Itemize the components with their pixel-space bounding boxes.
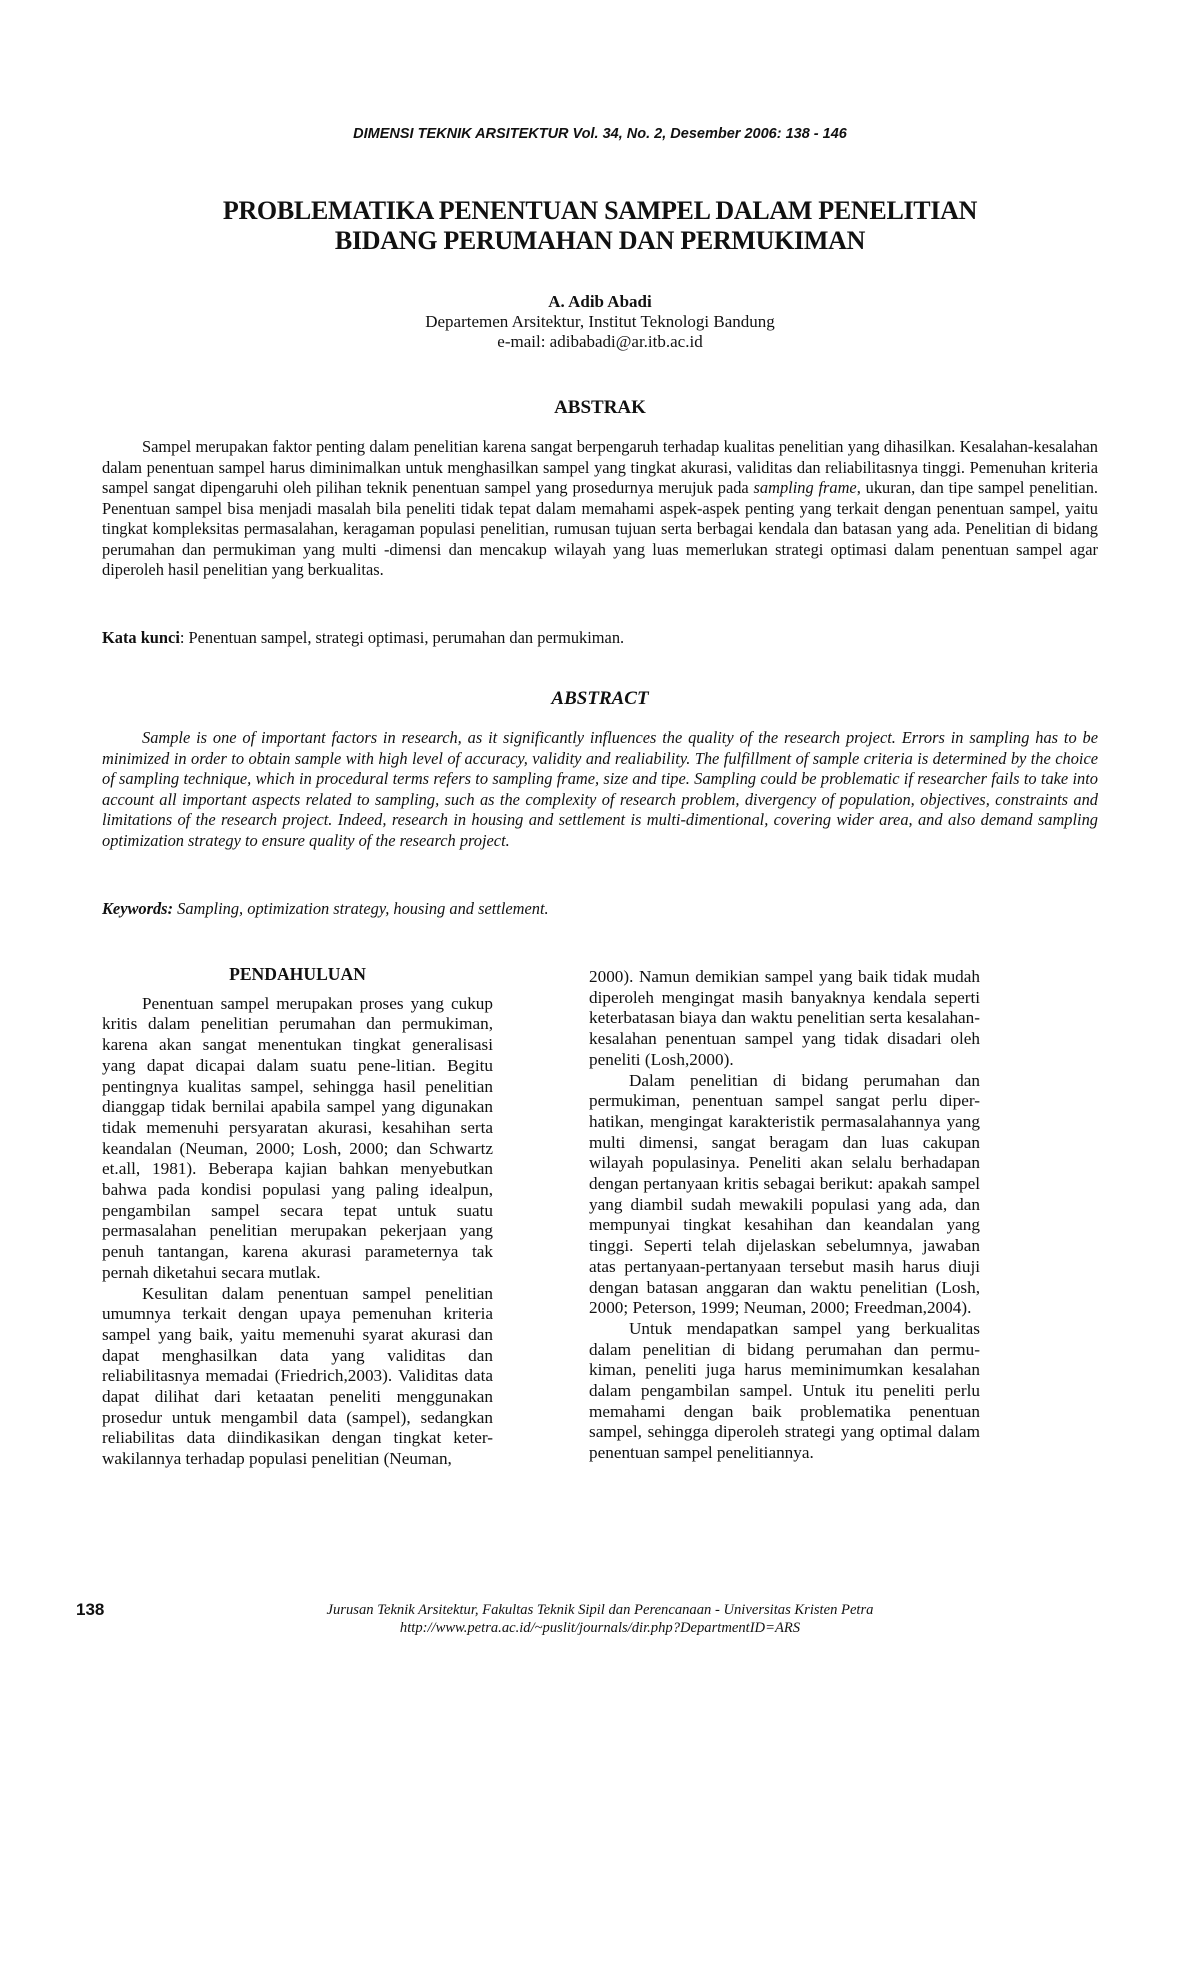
footer-url: http://www.petra.ac.id/~puslit/journals/dir.php?DepartmentID=ARS — [399, 1620, 801, 1636]
paper-title — [100, 196, 1100, 256]
abstrak-body — [102, 437, 1098, 581]
section-heading: PENDAHULUAN — [229, 964, 366, 984]
abstrak-text-part: Sampel merupakan faktor penting dalam penelitian karena sangat berpengaruh terhadap kualitas penelitian yang dihasilkan. Kesalahan-kesalahan dalam penentuan sampel harus diminimalkan untuk menghasilkan sampel yang tingkat akurasi, validitas dan reliabilitasnya tinggi. Pemenuhan kriteria sampel sangat dipengaruhi oleh pilihan teknik penentuan sampel yang prosedurnya merujuk pada — [102, 437, 1098, 497]
keywords-label: Keywords: — [102, 899, 174, 918]
abstract-heading: ABSTRACT — [551, 688, 649, 709]
kata-kunci — [102, 628, 1098, 648]
abstrak-italic-term: sampling frame — [753, 478, 857, 497]
left-column — [102, 964, 493, 1470]
kata-kunci-text: : Penentuan sampel, strategi optimasi, perumahan dan permukiman. — [179, 628, 625, 647]
page-number: 138 — [76, 1600, 105, 1619]
right-column — [589, 967, 980, 1464]
body-paragraph: Penentuan sampel merupakan proses yang cukup kritis dalam penelitian perumahan dan permukiman, karena akan sangat menentukan tingkat generalisasi yang dapat dicapai dalam suatu pene-litian. Begitu pentingnya kualitas sampel, sehingga hasil penelitian dianggap tidak bernilai apabila sampel yang digunakan tidak memenuhi persyaratan akurasi, kesahihan serta keandalan (Neuman, 2000; Losh, 2000; dan Schwartz et.all, 1981). Beberapa kajian bahkan menyebutkan bahwa pada kondisi populasi yang paling idealpun, pengambilan sampel secara tepat untuk suatu permasalahan penelitian merupakan pekerjaan yang penuh tantangan, karena akurasi parameternya tak pernah diketahui secara mutlak. — [102, 993, 493, 1282]
abstrak-text-part: , ukuran, dan tipe sampel penelitian. Penentuan sampel bisa menjadi masalah bila peneliti tidak tepat dalam memahami aspek-aspek penting yang terkait dengan penentuan sampel, yaitu tingkat kompleksitas permasalahan, keragaman populasi penelitian, rumusan tujuan serta berbagai kendala dan batasan yang ada. Penelitian di bidang perumahan dan permukiman yang multi -dimensi dan mencakup wilayah yang luas memerlukan strategi optimasi dalam penentuan sampel agar diperoleh hasil penelitian yang berkualitas. — [102, 478, 1098, 579]
kata-kunci-label: Kata kunci — [102, 628, 180, 647]
author-affiliation: Departemen Arsitektur, Institut Teknologi Bandung — [425, 312, 775, 331]
author-email: e-mail: adibabadi@ar.itb.ac.id — [497, 332, 703, 351]
abstrak-heading: ABSTRAK — [554, 397, 646, 418]
footer — [0, 1601, 1200, 1637]
body-paragraph: Kesulitan dalam penentuan sampel penelitian umumnya terkait dengan upaya pemenuhan kriteria sampel yang baik, yaitu memenuhi syarat akurasi dan dapat menghasilkan data yang validitas dan reliabilitasnya memadai (Friedrich,2003). Validitas data dapat dilihat dari ketaatan peneliti menggunakan prosedur untuk mengambil data (sampel), sedangkan reliabilitas data diindikasikan dengan tingkat keter-wakilannya terhadap populasi penelitian (Neuman, — [102, 1283, 493, 1469]
body-paragraph: Dalam penelitian di bidang perumahan dan permukiman, penentuan sampel sangat perlu diper-hatikan, mengingat karakteristik permasalahannya yang multi dimensi, sangat beragam dan luas cakupan wilayah populasinya. Peneliti akan selalu berhadapan dengan pertanyaan kritis sebagai berikut: apakah sampel yang diambil sudah mewakili populasi yang ada, dan mempunyai tingkat kesahihan dan keandalan yang tinggi. Seperti telah dijelaskan sebelumnya, jawaban atas pertanyaan-pertanyaan tersebut masih harus diuji dengan batasan anggaran dan waktu penelitian (Losh, 2000; Peterson, 1999; Neuman, 2000; Freedman,2004). — [589, 1070, 980, 1318]
keywords-text: Sampling, optimization strategy, housing and settlement. — [173, 899, 549, 918]
title-line: PROBLEMATIKA PENENTUAN SAMPEL DALAM PENELITIAN — [222, 196, 978, 225]
abstract-body: Sample is one of important factors in research, as it significantly influences the quality of the research project. Errors in sampling has to be minimized in order to obtain sample with high level of accuracy, validity and realiability. The fulfillment of sample criteria is determined by the choice of sampling technique, which in procedural terms refers to sampling frame, size and tipe. Sampling could be problematic if researcher fails to take into account all important aspects related to sampling, such as the complexity of research problem, divergency of population, objectives, constraints and limitations of the research project. Indeed, research in housing and settlement is multi-dimentional, covering wider area, and also demand sampling optimization strategy to ensure quality of the research project. — [102, 728, 1098, 850]
journal-header: DIMENSI TEKNIK ARSITEKTUR Vol. 34, No. 2, Desember 2006: 138 - 146 — [353, 126, 847, 142]
keywords — [102, 899, 1098, 919]
footer-line: Jurusan Teknik Arsitektur, Fakultas Teknik Sipil dan Perencanaan - Universitas Kristen Petra — [326, 1602, 874, 1618]
body-paragraph: Untuk mendapatkan sampel yang berkualitas dalam penelitian di bidang perumahan dan permu-kiman, peneliti juga harus meminimumkan kesalahan dalam pengambilan sampel. Untuk itu peneliti perlu memahami dengan baik problematika penentuan sampel, sehingga diperoleh strategi yang optimal dalam penentuan sampel penelitiannya. — [589, 1318, 980, 1463]
author-name: A. Adib Abadi — [548, 292, 652, 311]
body-paragraph: 2000). Namun demikian sampel yang baik tidak mudah diperoleh mengingat masih banyaknya kendala seperti keterbatasan biaya dan waktu penelitian serta kesalahan-kesalahan penentuan sampel yang tidak disadari oleh peneliti (Losh,2000). — [589, 967, 980, 1069]
author-block — [0, 292, 1200, 352]
title-line: BIDANG PERUMAHAN DAN PERMUKIMAN — [334, 226, 866, 255]
